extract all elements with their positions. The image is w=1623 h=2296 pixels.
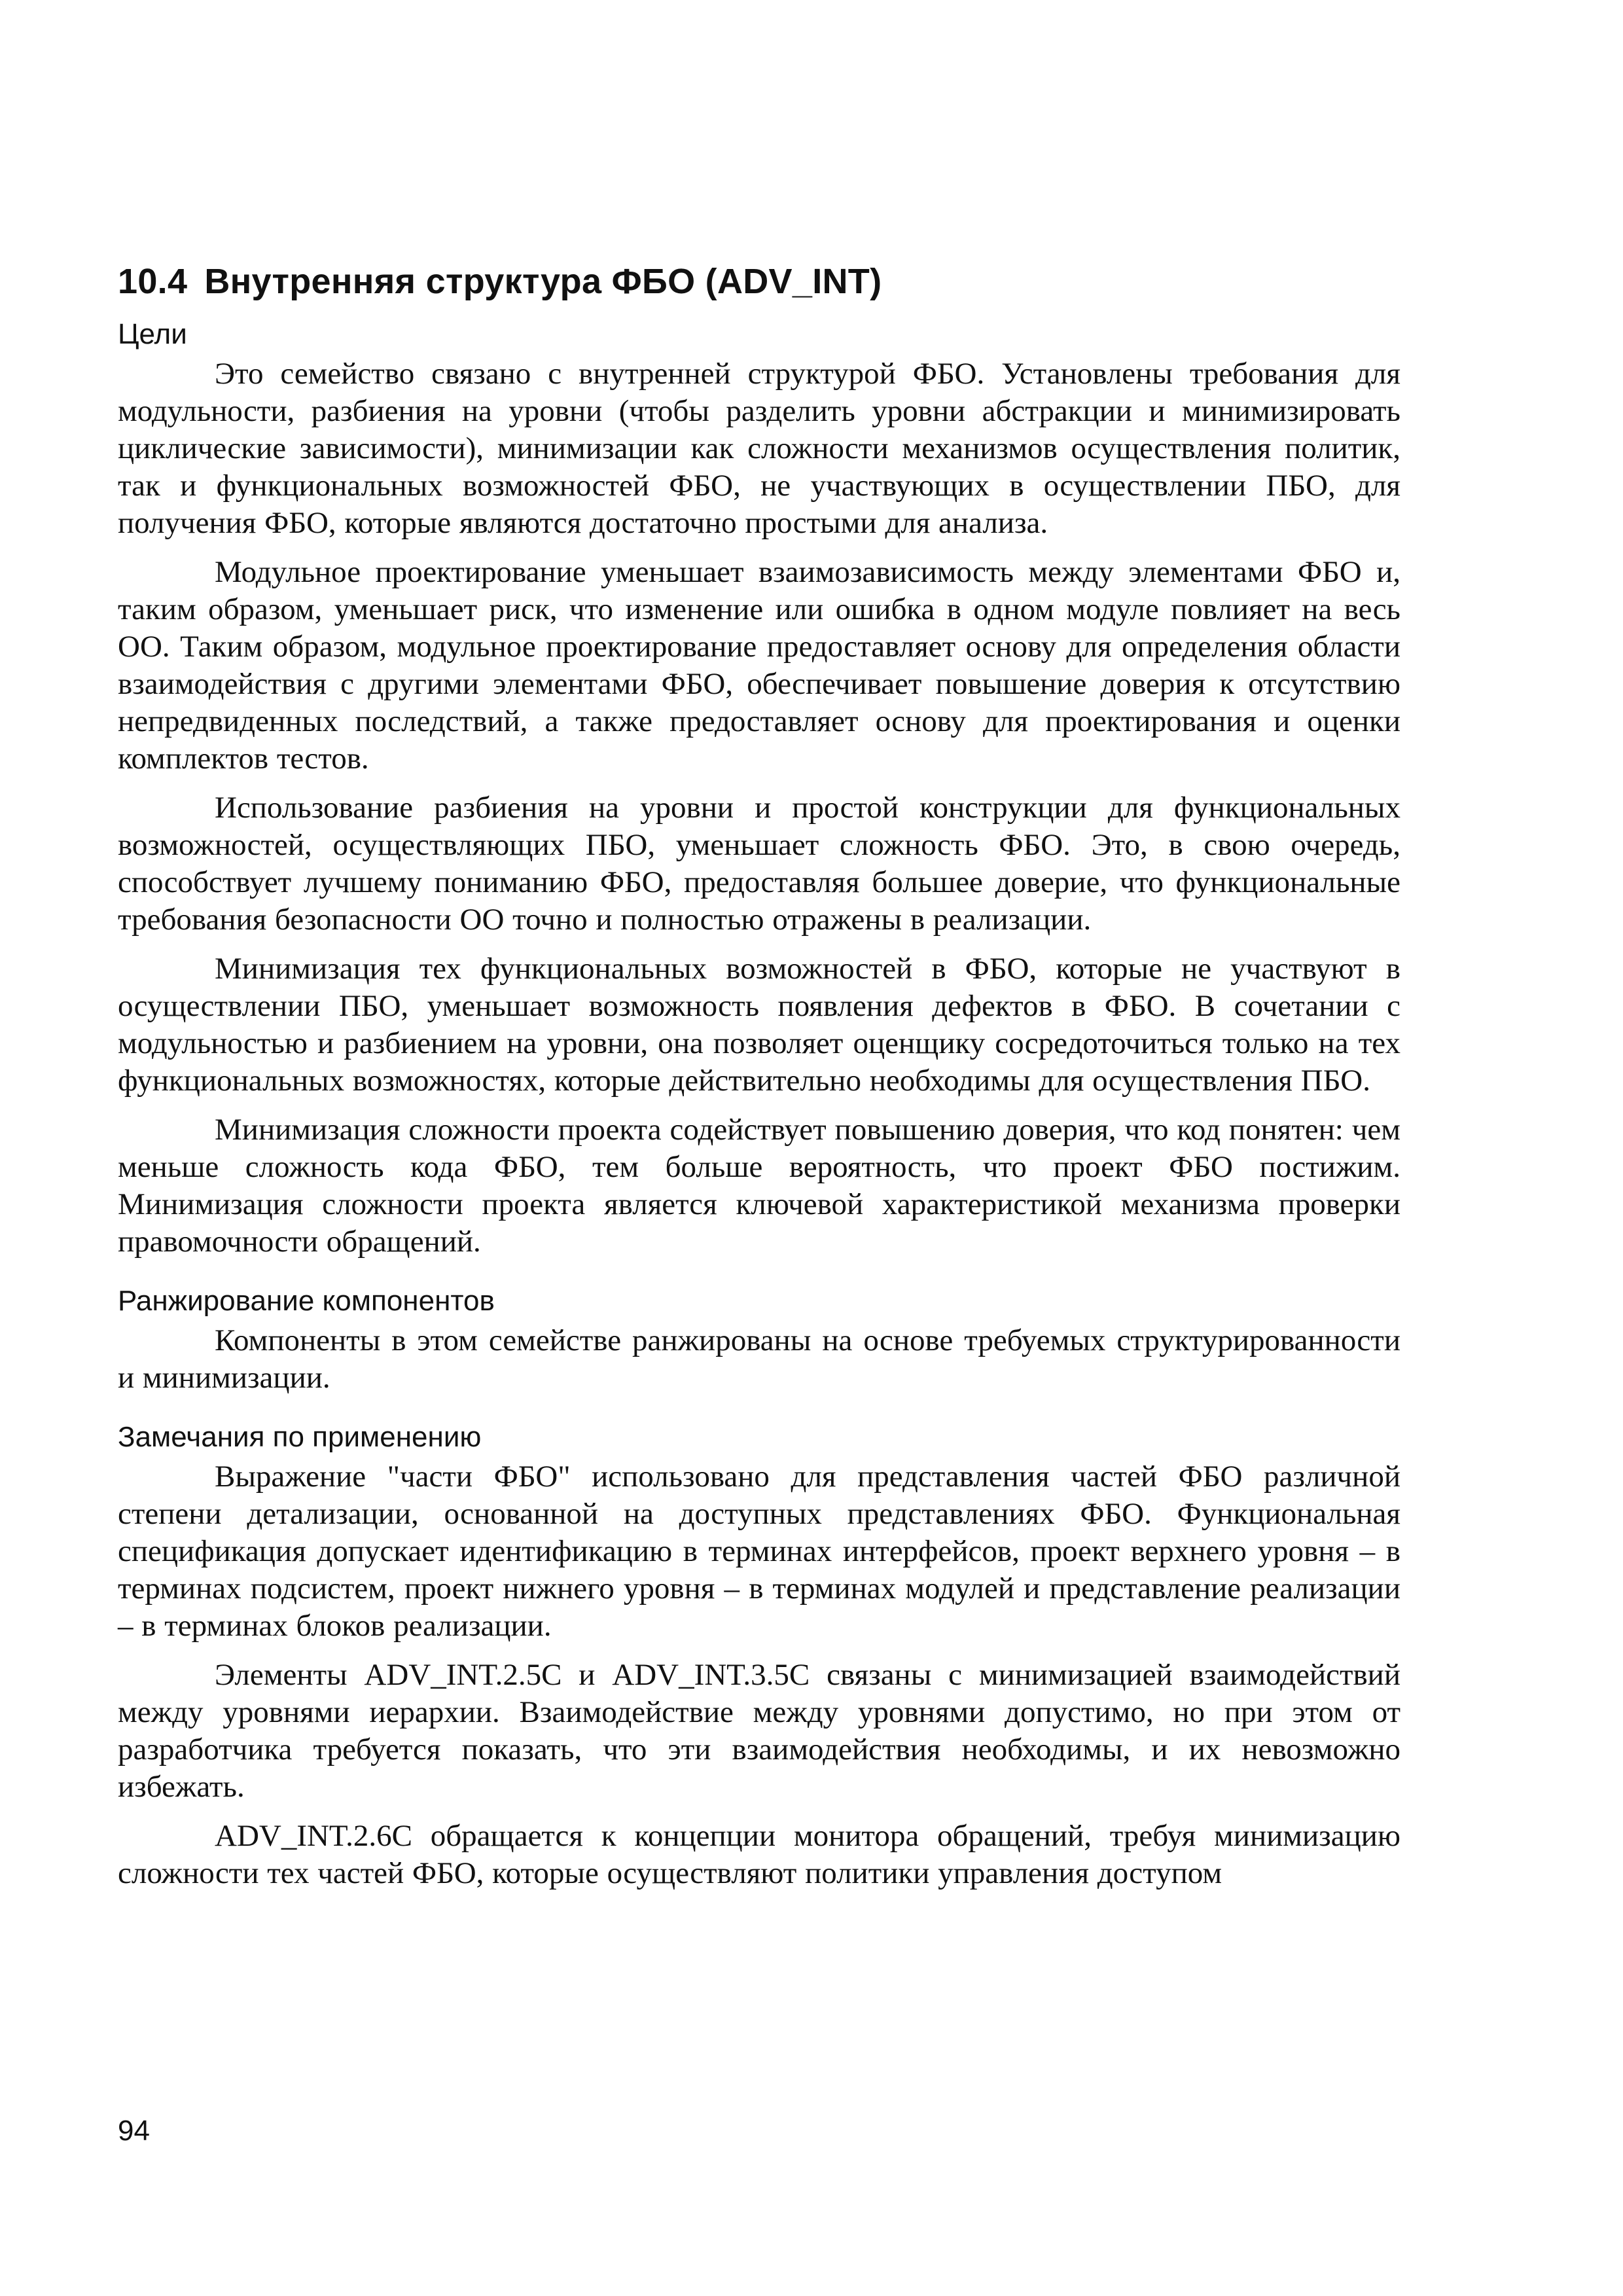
goals-paragraph-5: Минимизация сложности проекта содействует повышению доверия, что код понятен: чем меньше сложность кода ФБО, тем больше вероятность, что проект ФБО постижим. Минимизация сложности проекта является ключевой характеристикой механизма проверки правомочности обращений. (118, 1113, 1400, 1259)
goals-paragraph-1: Это семейство связано с внутренней структурой ФБО. Установлены требования для модульности, разбиения на уровни (чтобы разделить уровни абстракции и минимизировать циклические зависимости), минимизации как сложности механизмов осуществления политик, так и функциональных возможностей ФБО, не участвующих в осуществлении ПБО, для получения ФБО, которые являются достаточно простыми для анализа. (118, 357, 1400, 540)
page-number: 94 (118, 2115, 150, 2147)
section-number: 10.4 (118, 262, 188, 301)
page-body (118, 259, 1400, 1904)
notes-paragraph-1: Выражение "части ФБО" использовано для представления частей ФБО различной степени детализации, основанной на доступных представлениях ФБО. Функциональная спецификация допускает идентификацию в терминах интерфейсов, проект верхнего уровня – в терминах подсистем, проект нижнего уровня – в терминах модулей и представление реализации – в терминах блоков реализации. (118, 1460, 1400, 1643)
section-title (118, 259, 1400, 304)
goals-paragraph-4: Минимизация тех функциональных возможностей в ФБО, которые не участвуют в осуществлении ПБО, уменьшает возможность появления дефектов в ФБО. В сочетании с модульностью и разбиением на уровни, она позволяет оценщику сосредоточиться только на тех функциональных возможностях, которые действительно необходимы для осуществления ПБО. (118, 952, 1400, 1098)
notes-paragraph-2: Элементы ADV_INT.2.5C и ADV_INT.3.5C связаны с минимизацией взаимодействий между уровнями иерархии. Взаимодействие между уровнями допустимо, но при этом от разработчика требуется показать, что эти взаимодействия необходимы, и их невозможно избежать. (118, 1658, 1400, 1804)
goals-paragraph-2: Модульное проектирование уменьшает взаимозависимость между элементами ФБО и, таким образом, уменьшает риск, что изменение или ошибка в одном модуле повлияет на весь ОО. Таким образом, модульное проектирование предоставляет основу для определения области взаимодействия с другими элементами ФБО, обеспечивает повышение доверия к отсутствию непредвиденных последствий, а также предоставляет основу для проектирования и оценки комплектов тестов. (118, 555, 1400, 776)
ranking-paragraph-1: Компоненты в этом семействе ранжированы на основе требуемых структурированности и минимизации. (118, 1323, 1400, 1395)
notes-heading: Замечания по применению (118, 1421, 482, 1453)
goals-paragraph-3: Использование разбиения на уровни и простой конструкции для функциональных возможностей, осуществляющих ПБО, уменьшает сложность ФБО. Это, в свою очередь, способствует лучшему пониманию ФБО, предоставляя большее доверие, что функциональные требования безопасности ОО точно и полностью отражены в реализации. (118, 791, 1400, 937)
section-title-text: Внутренняя структура ФБО (ADV_INT) (204, 262, 882, 301)
ranking-heading: Ранжирование компонентов (118, 1285, 495, 1317)
notes-paragraph-3: ADV_INT.2.6C обращается к концепции монитора обращений, требуя минимизацию сложности тех частей ФБО, которые осуществляют политики управления доступом (118, 1819, 1400, 1890)
goals-heading: Цели (118, 318, 187, 350)
